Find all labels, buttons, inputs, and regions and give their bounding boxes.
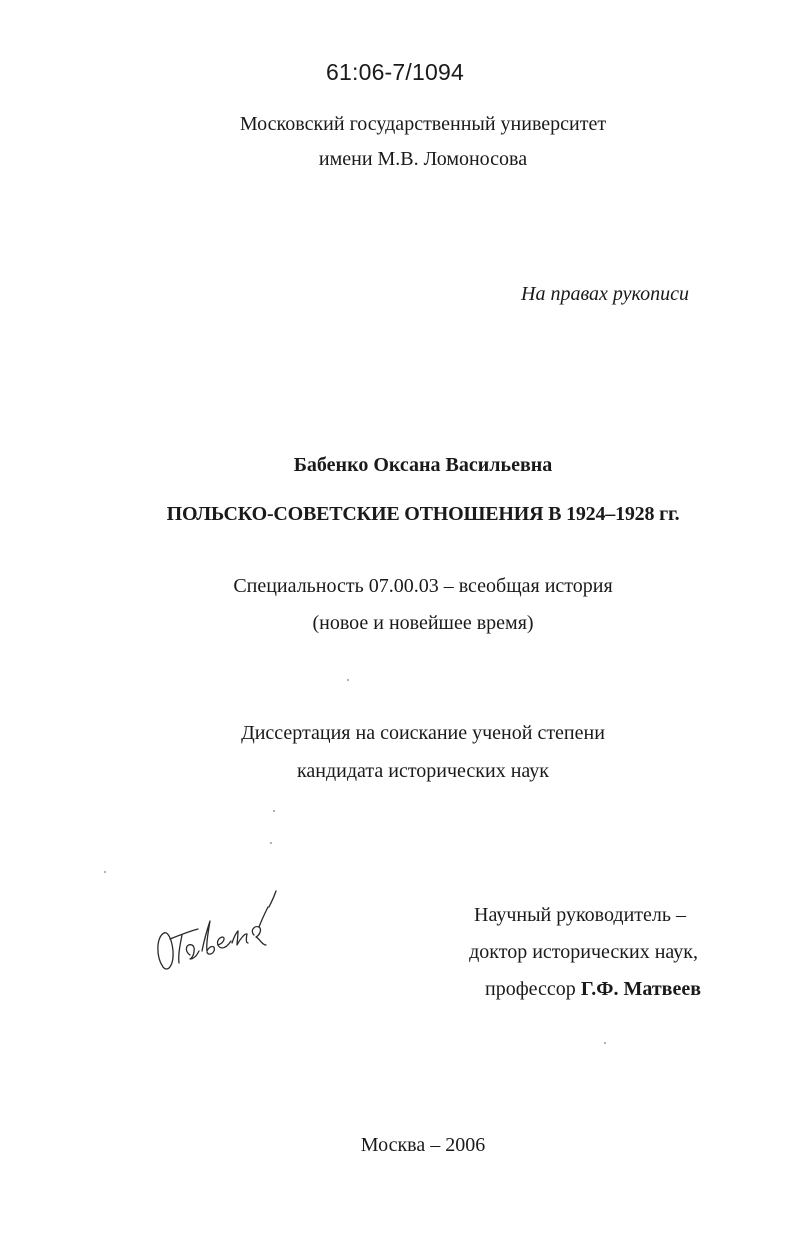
city-year: Москва – 2006	[360, 1134, 486, 1156]
scan-speck	[604, 1042, 606, 1044]
degree-line-2: кандидата исторических наук	[296, 760, 550, 782]
specialty-period: (новое и новейшее время)	[312, 612, 534, 634]
specialty-code: Специальность 07.00.03 – всеобщая история	[233, 575, 613, 597]
advisor-title: профессор	[485, 978, 581, 1000]
scan-speck	[347, 679, 349, 681]
university-name: Московский государственный университет	[239, 113, 607, 135]
scan-speck	[273, 810, 275, 812]
university-dedication: имени М.В. Ломоносова	[318, 148, 528, 170]
scan-speck	[104, 871, 106, 873]
advisor-role: Научный руководитель –	[474, 904, 686, 926]
dissertation-title: ПОЛЬСКО-СОВЕТСКИЕ ОТНОШЕНИЯ В 1924–1928 гг.	[166, 503, 680, 525]
manuscript-note: На правах рукописи	[521, 283, 689, 305]
author-name: Бабенко Оксана Васильевна	[293, 454, 553, 476]
advisor-degree: доктор исторических наук,	[469, 941, 698, 963]
advisor-name-line	[485, 977, 701, 1001]
advisor-name: Г.Ф. Матвеев	[580, 978, 701, 1000]
handwritten-signature	[150, 885, 290, 980]
scan-speck	[270, 842, 272, 844]
degree-line-1: Диссертация на соискание ученой степени	[241, 722, 605, 744]
catalog-number: 61:06-7/1094	[326, 59, 464, 85]
